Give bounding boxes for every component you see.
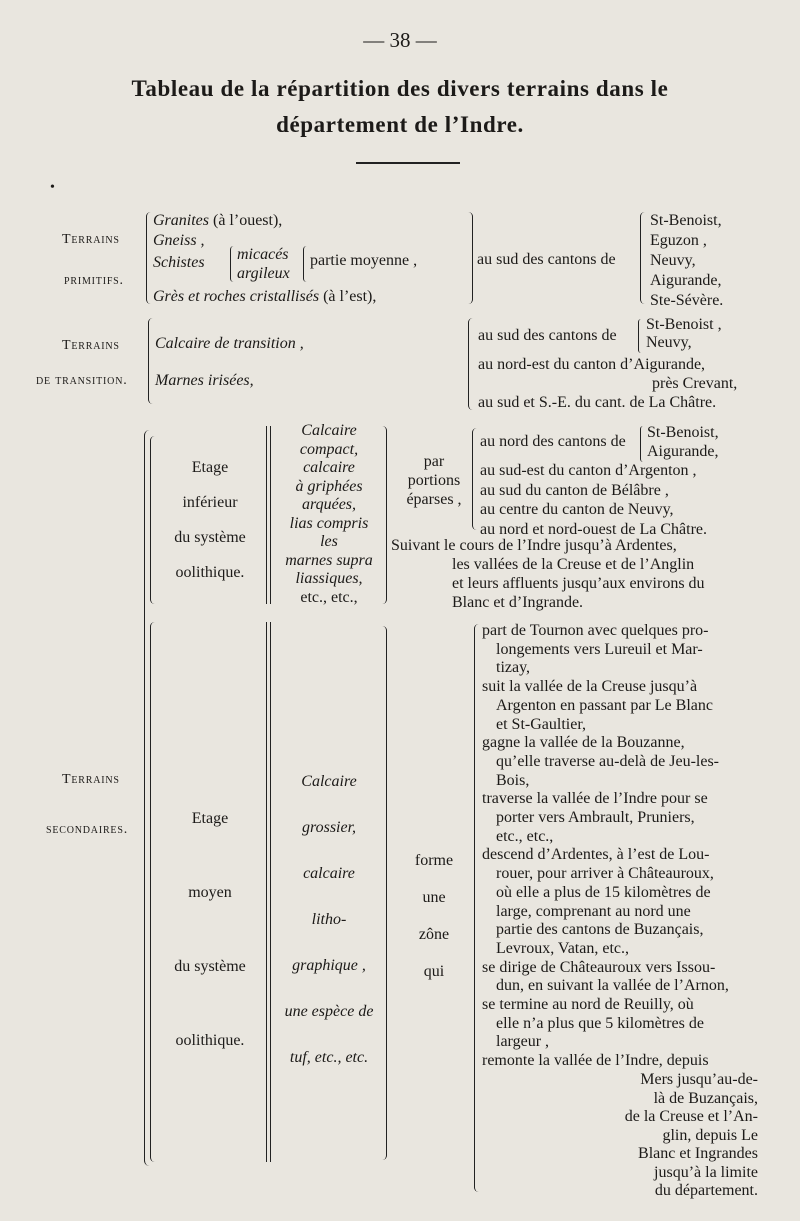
- primitifs-gres: Grès et roches cristallisés (à l’est),: [153, 288, 377, 305]
- transition-cantons-brace: [638, 319, 644, 353]
- moyen-forme-zone: forme une zône qui: [414, 852, 454, 980]
- partie-brace: [303, 246, 310, 282]
- canton-name: Eguzon ,: [650, 232, 707, 249]
- moyen-rocks: Calcaire grossier, calcaire litho- graphique , une espèce de tuf, etc., etc.: [284, 773, 374, 1066]
- primitifs-cantons: [650, 211, 723, 311]
- transition-loc-3: près Crevant,: [652, 375, 738, 392]
- inferieur-cantons: [647, 423, 719, 461]
- secondaires-label-2: secondaires.: [46, 822, 128, 837]
- inferieur-suivant-4: Blanc et d’Ingrande.: [452, 594, 584, 611]
- transition-label-2: de transition.: [36, 373, 128, 388]
- schistes-brace: [230, 246, 237, 282]
- transition-loc-2: au nord-est du canton d’Aigurande,: [478, 356, 706, 373]
- page-title-line-2: département de l’Indre.: [276, 112, 524, 137]
- inferieur-suivant-3: et leurs affluents jusqu’aux environs du: [452, 575, 705, 592]
- canton-name: St-Benoist,: [647, 424, 719, 441]
- inferieur-suivant-1: Suivant le cours de l’Indre jusqu’à Ardentes,: [391, 537, 677, 554]
- inferieur-cantons-brace: [640, 426, 646, 462]
- primitifs-gneiss: Gneiss ,: [153, 232, 205, 249]
- inferieur-rocks: Calcaire compact, calcaire à griphées arquées, lias compris les marnes supra liassiques, etc., etc.,: [285, 422, 373, 606]
- inferieur-etage: Etage inférieur du système oolithique.: [174, 459, 246, 581]
- secondaires-label-1: Terrains: [62, 772, 120, 787]
- primitifs-label-2: primitifs.: [64, 273, 124, 288]
- schistes-micaces: micacés: [237, 246, 289, 263]
- primitifs-label-1: Terrains: [62, 232, 120, 247]
- canton-name: Neuvy,: [650, 252, 696, 269]
- moyen-description-tail: Mers jusqu’au-de- là de Buzançais, de la Creuse et l’An- glin, depuis Le Blanc et Ingrandes jusqu’à la limite du département.: [624, 1071, 758, 1199]
- canton-name: St-Benoist ,: [646, 316, 722, 333]
- moyen-outer-brace: [150, 622, 159, 1162]
- title-divider: [356, 162, 460, 164]
- transition-brace: [148, 318, 157, 404]
- inferieur-suivant-2: les vallées de la Creuse et de l’Anglin: [452, 556, 695, 573]
- primitifs-granites: Granites (à l’ouest),: [153, 212, 283, 229]
- transition-loc-1: au sud des cantons de: [478, 327, 617, 344]
- canton-name: Ste-Sévère.: [650, 292, 724, 309]
- primitifs-location: au sud des cantons de: [477, 251, 616, 268]
- canton-name: Aigurande,: [650, 272, 722, 289]
- canton-name: Neuvy,: [646, 334, 692, 351]
- inferieur-par-portions: par portions éparses ,: [406, 453, 462, 508]
- primitifs-partie-moyenne: partie moyenne ,: [310, 252, 418, 269]
- moyen-description: part de Tournon avec quelques pro- longements vers Lureuil et Mar- tizay, suit la vallée de la Creuse jusqu’à Argenton en passant par Le Blanc et St-Gaultier, gagne la vallée de la Bouzanne, qu’elle traverse au-delà de Jeu-les- Bois, traverse la vallée de l’Indre pour se porter vers Ambrault, Pruniers, etc., etc., descend d’Ardentes, à l’est de Lou- rouer, pour arriver à Châteauroux, où elle a plus de 15 kilomètres de large, comprenant au nord une partie des cantons de Buzançais, Levroux, Vatan, etc., se dirige de Châteauroux vers Issou- dun, en suivant la vallée de l’Arnon, se termine au nord de Reuilly, où elle n’a plus que 5 kilomètres de largeur , remonte la vallée de l’Indre, depuis: [482, 622, 729, 1070]
- primitifs-rocks-close-brace: [464, 212, 473, 304]
- transition-calcaire: Calcaire de transition ,: [155, 335, 304, 352]
- page-number: — 38 —: [363, 28, 437, 52]
- transition-cantons: [646, 316, 722, 352]
- transition-label-1: Terrains: [62, 338, 120, 353]
- canton-name: St-Benoist,: [650, 212, 722, 229]
- inferieur-rocks-close-brace: [378, 426, 387, 604]
- transition-loc-4: au sud et S.-E. du cant. de La Châtre.: [478, 394, 717, 411]
- transition-location-brace: [468, 318, 477, 410]
- page-title-line-1: Tableau de la répartition des divers terrains dans le: [131, 76, 669, 101]
- primitifs-schistes: Schistes: [153, 254, 205, 271]
- canton-name: Aigurande,: [647, 443, 719, 460]
- moyen-rocks-close-brace: [378, 626, 387, 1160]
- transition-marnes: Marnes irisées,: [155, 372, 254, 389]
- inferieur-loc-lines: au sud-est du canton d’Argenton , au sud du canton de Bélâbre , au centre du canton de Neuvy, au nord et nord-ouest de La Châtre.: [480, 462, 708, 538]
- bullet-mark: •: [50, 180, 55, 195]
- schistes-argileux: argileux: [237, 265, 290, 282]
- moyen-etage: Etage moyen du système oolithique.: [174, 810, 246, 1049]
- inferieur-loc-1: au nord des cantons de: [480, 433, 626, 450]
- primitifs-cantons-brace: [640, 212, 649, 304]
